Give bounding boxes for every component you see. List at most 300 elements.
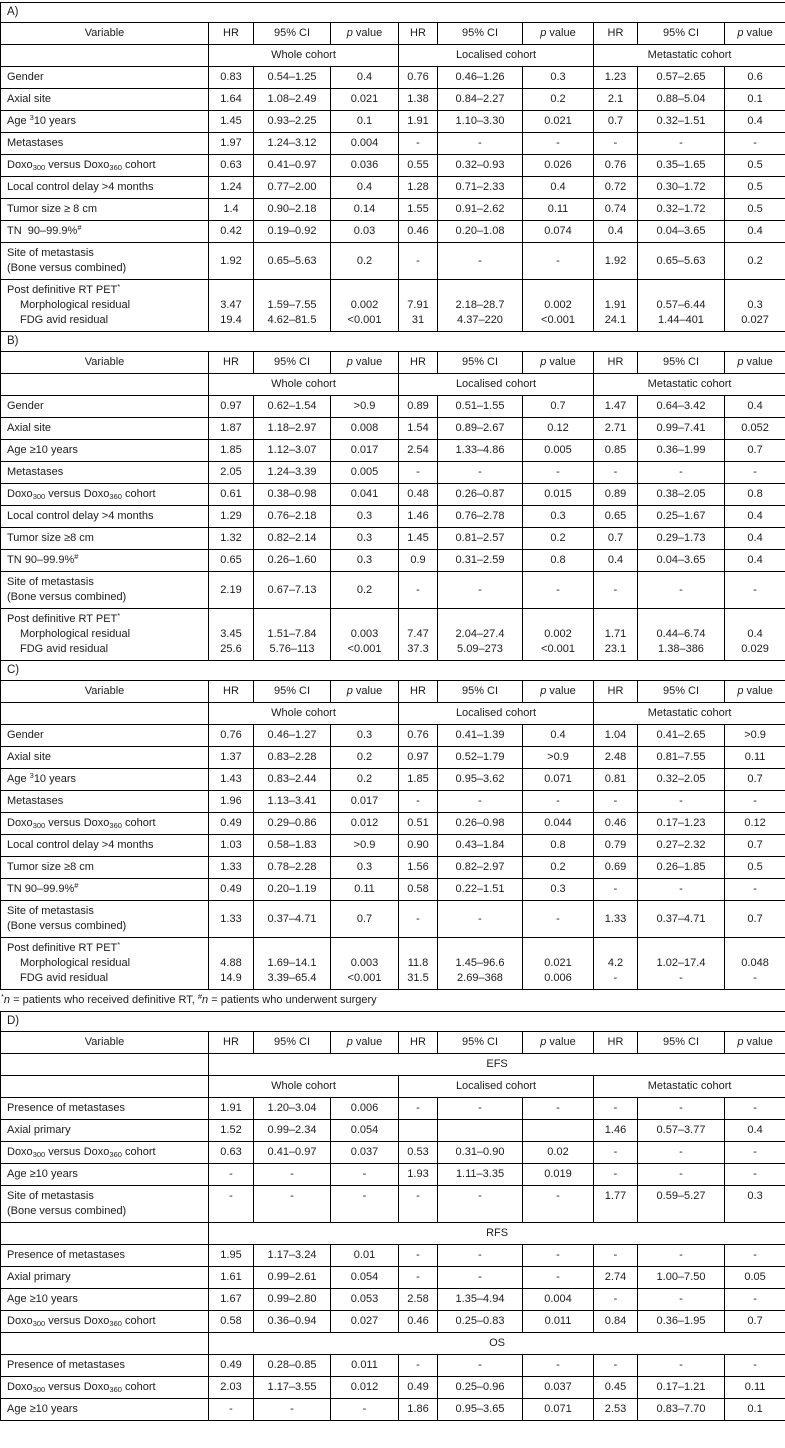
cell-line: 0.49 bbox=[220, 883, 242, 895]
section-label: A) bbox=[1, 3, 785, 23]
cell-line: - bbox=[679, 1146, 683, 1158]
cell-line: Doxo$_{300}$ versus Doxo$_{360}$ cohort bbox=[7, 1146, 156, 1159]
cell-line: 0.57–6.44 bbox=[656, 299, 706, 311]
cell-line: 3.47 bbox=[220, 299, 242, 311]
col-header-ci: 95% CI bbox=[438, 352, 523, 374]
cell-line: 1.44–401 bbox=[658, 314, 704, 326]
cell-line: - bbox=[556, 1102, 560, 1114]
cell-line: - bbox=[613, 1168, 618, 1180]
value-cell bbox=[209, 609, 254, 661]
value-cell bbox=[209, 857, 254, 879]
value-cell bbox=[254, 1142, 331, 1164]
cell-line: 0.037 bbox=[544, 1381, 572, 1393]
cell-line: 0.005 bbox=[544, 444, 572, 456]
cell-line: 1.46 bbox=[604, 1124, 627, 1136]
cell-line: - bbox=[556, 1190, 560, 1202]
value-cell bbox=[523, 791, 594, 813]
value-cell bbox=[209, 1289, 254, 1311]
variable-label bbox=[1, 133, 209, 155]
cell-line: - bbox=[478, 1359, 482, 1371]
cell-line: 0.29–0.86 bbox=[267, 817, 317, 829]
value-cell bbox=[209, 440, 254, 462]
cell-line: 0.89 bbox=[604, 488, 627, 500]
cell-line: Age ≥10 years bbox=[7, 444, 78, 456]
value-cell bbox=[254, 1399, 331, 1421]
cell-line: 0.4 bbox=[607, 225, 624, 237]
cell-line: 1.92 bbox=[604, 254, 627, 267]
cell-line: 0.22–1.51 bbox=[455, 883, 505, 895]
cell-line: 0.3 bbox=[356, 510, 373, 522]
cell-line bbox=[258, 941, 326, 956]
variable-label bbox=[1, 550, 209, 572]
value-cell bbox=[438, 67, 523, 89]
cell-line: - bbox=[613, 583, 618, 596]
cell-line: >0.9 bbox=[353, 839, 376, 851]
value-cell bbox=[209, 1164, 254, 1186]
value-cell bbox=[638, 199, 725, 221]
cell-line: 0.76 bbox=[604, 159, 627, 171]
table-row bbox=[1, 725, 785, 747]
value-cell bbox=[725, 609, 785, 661]
value-cell bbox=[638, 484, 725, 506]
value-cell bbox=[254, 221, 331, 243]
tables-root bbox=[0, 2, 785, 1421]
table-row bbox=[1, 67, 785, 89]
variable-label bbox=[1, 1164, 209, 1186]
value-cell bbox=[331, 901, 399, 938]
cell-line: - bbox=[753, 1102, 757, 1114]
cell-line: 0.76 bbox=[407, 729, 429, 741]
cell-line: 23.1 bbox=[604, 643, 627, 655]
cell-line: 0.14 bbox=[353, 203, 376, 215]
cell-line: 0.3 bbox=[356, 729, 373, 741]
cell-line: 0.04–3.65 bbox=[656, 225, 706, 237]
value-cell bbox=[399, 1142, 438, 1164]
cohort-header-whole: Whole cohort bbox=[209, 45, 399, 67]
cell-line: - bbox=[478, 1190, 482, 1202]
col-header-hr: HR bbox=[209, 352, 254, 374]
variable-label bbox=[1, 280, 209, 332]
cell-line: - bbox=[290, 1190, 294, 1202]
cell-line: 0.002 bbox=[350, 299, 379, 311]
cell-line: 0.99–2.80 bbox=[267, 1293, 317, 1305]
value-cell bbox=[254, 418, 331, 440]
cell-line: 0.044 bbox=[544, 817, 572, 829]
value-cell bbox=[209, 67, 254, 89]
value-cell bbox=[399, 506, 438, 528]
cell-line: 0.4 bbox=[550, 729, 566, 741]
cell-line bbox=[598, 941, 633, 956]
value-cell bbox=[209, 462, 254, 484]
value-cell bbox=[638, 609, 725, 661]
table-row bbox=[1, 550, 785, 572]
cell-line: 1.55 bbox=[407, 203, 429, 215]
outcome-group-row bbox=[1, 1054, 785, 1076]
cell-line bbox=[598, 283, 633, 298]
value-cell bbox=[594, 155, 638, 177]
cell-line bbox=[729, 612, 781, 627]
cell-line: 0.31–0.90 bbox=[455, 1146, 505, 1158]
cell-line: 0.90 bbox=[407, 839, 429, 851]
value-cell bbox=[209, 835, 254, 857]
col-header-ci: 95% CI bbox=[438, 681, 523, 703]
cell-line: - bbox=[753, 1146, 757, 1158]
value-cell bbox=[399, 396, 438, 418]
cell-line: 0.74 bbox=[604, 203, 627, 215]
variable-label bbox=[1, 572, 209, 609]
value-cell bbox=[638, 1098, 725, 1120]
cell-line: (Bone versus combined) bbox=[7, 591, 127, 603]
cell-line: 0.4 bbox=[747, 400, 763, 412]
value-cell bbox=[254, 550, 331, 572]
value-cell bbox=[594, 938, 638, 990]
cell-line: 0.4 bbox=[747, 115, 763, 127]
value-cell bbox=[254, 1289, 331, 1311]
value-cell bbox=[725, 462, 785, 484]
cell-line: 0.55 bbox=[407, 159, 429, 171]
variable-label bbox=[1, 155, 209, 177]
cell-line: 0.82–2.14 bbox=[267, 532, 317, 544]
cell-line: - bbox=[416, 1249, 420, 1261]
variable-label bbox=[1, 1186, 209, 1223]
col-header-hr: HR bbox=[594, 1032, 638, 1054]
section-label: B) bbox=[1, 332, 785, 352]
value-cell bbox=[399, 418, 438, 440]
table-row bbox=[1, 1311, 785, 1333]
table-row bbox=[1, 1245, 785, 1267]
col-header-p-value: p value bbox=[725, 681, 785, 703]
value-cell bbox=[438, 396, 523, 418]
value-cell bbox=[399, 199, 438, 221]
value-cell bbox=[725, 1399, 785, 1421]
value-cell bbox=[523, 1186, 594, 1223]
value-cell bbox=[209, 89, 254, 111]
column-header-row bbox=[1, 23, 785, 45]
cell-line: - bbox=[478, 1271, 482, 1283]
section-label: D) bbox=[1, 1012, 785, 1032]
value-cell bbox=[638, 243, 725, 280]
value-cell bbox=[254, 857, 331, 879]
table-row bbox=[1, 572, 785, 609]
value-cell bbox=[638, 1311, 725, 1333]
cell-line: 1.13–3.41 bbox=[267, 795, 317, 807]
cell-line: 0.41–0.97 bbox=[267, 159, 317, 171]
cell-line: - bbox=[613, 883, 618, 895]
value-cell bbox=[523, 440, 594, 462]
outcome-group-label-rfs: RFS bbox=[209, 1223, 785, 1245]
cell-line: Age $^3$10 years bbox=[7, 113, 77, 127]
value-cell bbox=[331, 199, 399, 221]
cell-line: 0.90–2.18 bbox=[267, 203, 317, 215]
value-cell bbox=[638, 396, 725, 418]
cell-line: 1.4 bbox=[223, 203, 239, 215]
value-cell bbox=[331, 572, 399, 609]
col-header-ci: 95% CI bbox=[638, 352, 725, 374]
variable-label bbox=[1, 177, 209, 199]
cohort-header-whole: Whole cohort bbox=[209, 374, 399, 396]
value-cell bbox=[438, 1245, 523, 1267]
cell-line: 1.33–4.86 bbox=[455, 444, 505, 456]
cell-line: - bbox=[478, 912, 482, 925]
cell-line: - bbox=[416, 1359, 420, 1371]
table-row bbox=[1, 1164, 785, 1186]
cell-line: <0.001 bbox=[541, 314, 575, 326]
value-cell bbox=[438, 725, 523, 747]
cell-line: 1.47 bbox=[604, 400, 627, 412]
value-cell bbox=[523, 1289, 594, 1311]
cell-line: - bbox=[753, 972, 757, 984]
col-header-ci: 95% CI bbox=[254, 352, 331, 374]
value-cell bbox=[725, 550, 785, 572]
value-cell bbox=[725, 791, 785, 813]
value-cell bbox=[209, 901, 254, 938]
cell-line: 0.071 bbox=[544, 773, 572, 785]
value-cell bbox=[594, 1267, 638, 1289]
value-cell bbox=[331, 1289, 399, 1311]
cell-line: 0.65–5.63 bbox=[267, 254, 317, 267]
variable-label bbox=[1, 1142, 209, 1164]
cell-line: - bbox=[416, 466, 420, 478]
value-cell bbox=[254, 791, 331, 813]
value-cell bbox=[523, 769, 594, 791]
cell-line: 0.002 bbox=[544, 299, 572, 311]
value-cell bbox=[594, 133, 638, 155]
cell-line: 0.037 bbox=[350, 1146, 379, 1158]
spacer-cell bbox=[1, 374, 209, 396]
value-cell bbox=[523, 1164, 594, 1186]
cell-line: 0.012 bbox=[350, 817, 379, 829]
value-cell bbox=[523, 177, 594, 199]
col-header-hr: HR bbox=[399, 352, 438, 374]
cell-line: 0.37–4.71 bbox=[656, 912, 706, 925]
cell-line: 37.3 bbox=[407, 643, 429, 655]
value-cell bbox=[209, 1120, 254, 1142]
value-cell bbox=[209, 1098, 254, 1120]
cell-line bbox=[335, 612, 394, 627]
value-cell bbox=[594, 506, 638, 528]
value-cell bbox=[523, 462, 594, 484]
cell-line: 2.48 bbox=[604, 751, 627, 763]
col-header-hr: HR bbox=[209, 1032, 254, 1054]
value-cell bbox=[209, 396, 254, 418]
col-header-hr: HR bbox=[209, 681, 254, 703]
value-cell bbox=[399, 1377, 438, 1399]
cell-line: 0.81 bbox=[604, 773, 627, 785]
value-cell bbox=[638, 879, 725, 901]
value-cell bbox=[399, 155, 438, 177]
variable-label bbox=[1, 418, 209, 440]
value-cell bbox=[638, 572, 725, 609]
cell-line: 0.58 bbox=[407, 883, 429, 895]
value-cell bbox=[399, 1355, 438, 1377]
value-cell bbox=[399, 462, 438, 484]
cell-line: 0.2 bbox=[747, 254, 763, 267]
value-cell bbox=[331, 418, 399, 440]
cell-line: 0.77–2.00 bbox=[267, 181, 317, 193]
value-cell bbox=[594, 1186, 638, 1223]
cell-line: - bbox=[416, 1102, 420, 1114]
cell-line: 1.23 bbox=[604, 71, 627, 83]
cell-line: 5.09–273 bbox=[457, 643, 503, 655]
cell-line: - bbox=[416, 795, 420, 807]
cell-line: 31 bbox=[411, 314, 425, 326]
variable-label bbox=[1, 1245, 209, 1267]
table-row bbox=[1, 111, 785, 133]
cell-line: - bbox=[679, 583, 683, 596]
value-cell bbox=[331, 484, 399, 506]
value-cell bbox=[523, 1098, 594, 1120]
value-cell bbox=[594, 280, 638, 332]
variable-label bbox=[1, 1355, 209, 1377]
cell-line: 1.43 bbox=[220, 773, 242, 785]
cell-line: - bbox=[478, 583, 482, 596]
value-cell bbox=[725, 835, 785, 857]
cell-line: 0.57–2.65 bbox=[656, 71, 706, 83]
cell-line: 0.20–1.19 bbox=[267, 883, 317, 895]
value-cell bbox=[399, 857, 438, 879]
value-cell bbox=[438, 221, 523, 243]
cell-line: 0.76–2.78 bbox=[455, 510, 505, 522]
cell-line: Metastases bbox=[7, 466, 64, 478]
value-cell bbox=[331, 133, 399, 155]
cell-line: 1.91 bbox=[220, 1102, 242, 1114]
value-cell bbox=[331, 243, 399, 280]
value-cell bbox=[209, 506, 254, 528]
table-row bbox=[1, 791, 785, 813]
value-cell bbox=[438, 938, 523, 990]
cell-line: 1.95 bbox=[220, 1249, 242, 1261]
value-cell bbox=[399, 938, 438, 990]
value-cell bbox=[254, 484, 331, 506]
column-header-row bbox=[1, 352, 785, 374]
table-row bbox=[1, 484, 785, 506]
cell-line: 0.41–1.39 bbox=[455, 729, 505, 741]
cell-line: 7.47 bbox=[407, 628, 429, 640]
value-cell bbox=[594, 199, 638, 221]
value-cell bbox=[438, 1355, 523, 1377]
cell-line: - bbox=[556, 583, 560, 596]
value-cell bbox=[399, 835, 438, 857]
value-cell bbox=[638, 1164, 725, 1186]
cell-line: 0.11 bbox=[354, 883, 375, 895]
value-cell bbox=[638, 1355, 725, 1377]
cell-line: Doxo$_{300}$ versus Doxo$_{360}$ cohort bbox=[7, 817, 156, 830]
section-label-row bbox=[1, 332, 785, 352]
cell-line: 5.76–113 bbox=[269, 643, 315, 655]
cell-line: 0.58–1.83 bbox=[267, 839, 317, 851]
cell-line: 1.56 bbox=[407, 861, 429, 873]
value-cell bbox=[725, 155, 785, 177]
value-cell bbox=[254, 280, 331, 332]
value-cell bbox=[725, 1120, 785, 1142]
value-cell bbox=[254, 901, 331, 938]
value-cell bbox=[209, 938, 254, 990]
value-cell bbox=[209, 155, 254, 177]
value-cell bbox=[725, 1267, 785, 1289]
column-header-row bbox=[1, 1032, 785, 1054]
value-cell bbox=[725, 938, 785, 990]
cell-line bbox=[642, 283, 720, 298]
section-table-c bbox=[0, 660, 785, 990]
cell-line: - bbox=[556, 137, 560, 149]
variable-label bbox=[1, 462, 209, 484]
cell-line: 0.95–3.65 bbox=[455, 1403, 505, 1415]
cell-line: 0.38–2.05 bbox=[656, 488, 706, 500]
cell-line: 0.027 bbox=[741, 314, 769, 326]
value-cell bbox=[209, 725, 254, 747]
table-row bbox=[1, 1399, 785, 1421]
cell-line: - bbox=[478, 1102, 482, 1114]
cell-line: 0.48 bbox=[407, 488, 429, 500]
cell-line: Tumor size ≥ 8 cm bbox=[7, 203, 97, 215]
cell-line: 0.19–0.92 bbox=[267, 225, 317, 237]
cell-line bbox=[403, 941, 433, 956]
cell-line: - bbox=[416, 583, 420, 596]
value-cell bbox=[594, 1355, 638, 1377]
cell-line: 1.54 bbox=[407, 422, 429, 434]
cell-line bbox=[729, 283, 781, 298]
value-cell bbox=[254, 462, 331, 484]
variable-label bbox=[1, 1377, 209, 1399]
cell-line: 1.92 bbox=[220, 254, 242, 267]
cell-line: 0.3 bbox=[356, 861, 373, 873]
value-cell bbox=[523, 725, 594, 747]
cell-line: 0.20–1.08 bbox=[455, 225, 505, 237]
cell-line: 0.57–3.77 bbox=[656, 1124, 706, 1136]
value-cell bbox=[638, 1245, 725, 1267]
cell-line: 2.53 bbox=[604, 1403, 627, 1415]
cell-line: - bbox=[679, 883, 683, 895]
cell-line: 0.4 bbox=[747, 510, 763, 522]
col-header-p-value: p value bbox=[523, 681, 594, 703]
col-header-p-value: p value bbox=[725, 23, 785, 45]
cell-line: 0.46 bbox=[407, 1315, 429, 1327]
cell-line: 0.052 bbox=[741, 422, 769, 434]
value-cell bbox=[594, 111, 638, 133]
value-cell bbox=[725, 418, 785, 440]
cell-line: 0.011 bbox=[351, 1359, 378, 1371]
value-cell bbox=[725, 199, 785, 221]
value-cell bbox=[523, 396, 594, 418]
cell-line: 0.49 bbox=[407, 1381, 429, 1393]
cell-line: 3.39–65.4 bbox=[267, 972, 317, 984]
cell-line: 1.32 bbox=[220, 532, 242, 544]
cell-line: Axial primary bbox=[7, 1271, 71, 1283]
cell-line: Post definitive RT PET* bbox=[7, 611, 121, 625]
value-cell bbox=[399, 769, 438, 791]
value-cell bbox=[523, 1377, 594, 1399]
value-cell bbox=[638, 155, 725, 177]
value-cell bbox=[725, 1377, 785, 1399]
cell-line: - bbox=[613, 795, 618, 807]
value-cell bbox=[638, 857, 725, 879]
cell-line: 0.79 bbox=[604, 839, 627, 851]
section-table-d bbox=[0, 1011, 785, 1421]
value-cell bbox=[594, 813, 638, 835]
cell-line: 2.18–28.7 bbox=[455, 299, 505, 311]
cell-line: 0.026 bbox=[544, 159, 572, 171]
cell-line: (Bone versus combined) bbox=[7, 262, 127, 274]
value-cell bbox=[209, 221, 254, 243]
cell-line: 0.054 bbox=[350, 1271, 379, 1283]
cell-line: 0.76 bbox=[220, 729, 242, 741]
cell-line: 0.2 bbox=[356, 773, 373, 785]
value-cell bbox=[725, 725, 785, 747]
cell-line: 0.89 bbox=[407, 400, 429, 412]
table-row bbox=[1, 133, 785, 155]
cell-line: Post definitive RT PET* bbox=[7, 282, 121, 296]
value-cell bbox=[331, 506, 399, 528]
